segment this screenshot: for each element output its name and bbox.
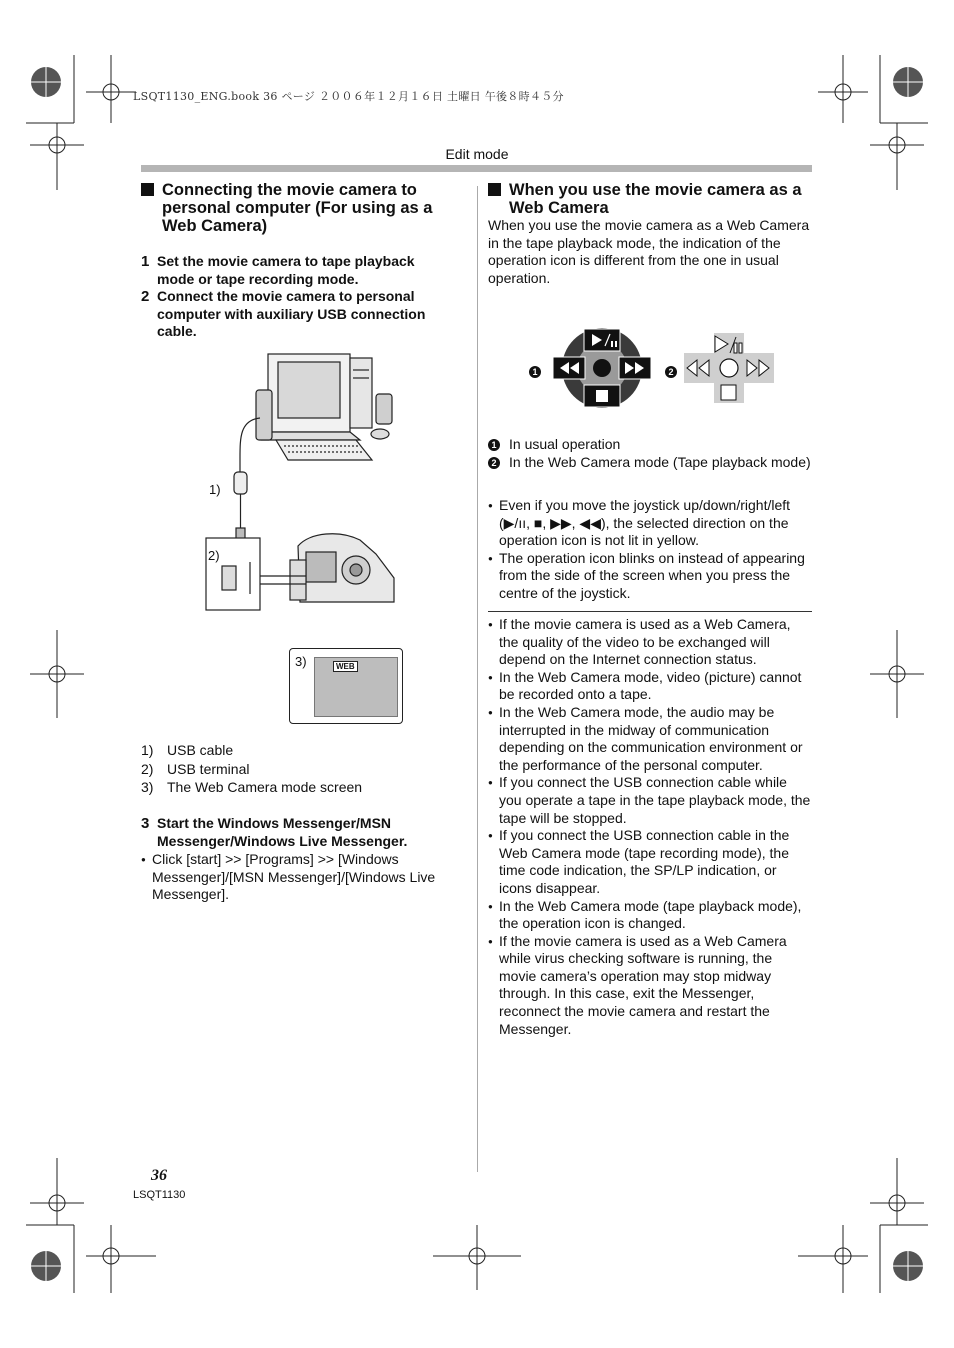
step-text: Connect the movie camera to personal computer with auxiliary USB connection cable. [157,288,426,339]
square-bullet-icon [488,183,501,196]
usb-connection-illustration [200,348,410,618]
callout-2: 2) [208,548,220,563]
operation-icon-web-camera [684,333,776,403]
legend-number: 1) [141,742,154,758]
print-header: LSQT1130_ENG.book 36 ページ ２００６年１２月１６日 土曜日 午後８時４５分 [133,90,564,103]
note-bullet: ● If the movie camera is used as a Web Camera, the quality of the video to be exchanged will depend on the Internet connection status. [488,616,812,669]
step-number: 2 [141,288,150,305]
left-heading [141,181,461,235]
left-heading-line: Web Camera) [162,217,268,235]
legend-item [488,454,812,472]
legend-item [141,760,461,779]
document-code: LSQT1130 [133,1189,186,1201]
right-bullets-bottom [488,616,812,1038]
note-bullet: ● The operation icon blinks on instead of appearing from the side of the screen when you press the centre of the joystick. [488,550,812,603]
right-heading [488,181,813,217]
marker-2: 2 [665,361,685,379]
step-1 [141,253,451,288]
column-divider [477,186,478,1172]
legend-text: USB cable [167,742,234,758]
callout-3: 3) [295,654,307,669]
step-number: 3 [141,815,150,832]
square-bullet-icon [141,183,154,196]
note-bullet: ● In the Web Camera mode, the audio may be interrupted in the midway of communication depending on the communication environment or the performance of the personal computer. [488,704,812,774]
step-text: Set the movie camera to tape playback mode or tape recording mode. [157,253,415,287]
header-rule [141,165,812,172]
note-bullet: ● In the Web Camera mode (tape playback mode), the operation icon is changed. [488,898,812,933]
legend-text: In the Web Camera mode (Tape playback mode) [509,453,811,470]
callout-1: 1) [209,482,221,497]
legend-marker: 1 [488,439,500,451]
right-heading-line: Web Camera [509,199,609,217]
legend-number: 3) [141,779,154,795]
legend-marker: 2 [488,457,500,469]
right-legend [488,436,812,471]
legend-item [488,436,812,454]
note-bullet: ● If the movie camera is used as a Web Camera while virus checking software is running, the movie camera’s operation may stop midway through. In this case, exit the Messenger, reconnect the movie camera and restart the Messenger. [488,933,812,1039]
right-bullets-top [488,497,812,603]
step-2 [141,288,451,341]
note-bullet: ● If you connect the USB connection cable while you operate a tape in the tape playback mode, the tape will be stopped. [488,774,812,827]
legend-number: 2) [141,760,154,777]
web-camera-screen-frame [289,648,403,724]
note-bullet: ● If you connect the USB connection cable in the Web Camera mode (tape recording mode), the time code indication, the SP/LP indication, or icons disappear. [488,827,812,897]
step-number: 1 [141,253,150,270]
section-label: Edit mode [445,146,509,162]
legend-item [141,778,461,797]
left-heading-line: Connecting the movie camera to [162,181,417,199]
legend-text: The Web Camera mode screen [167,779,363,795]
page-number: 36 [151,1167,167,1184]
note-bullet: ● In the Web Camera mode, video (picture) cannot be recorded onto a tape. [488,669,812,704]
legend-text: USB terminal [167,760,250,777]
web-badge: WEB [333,661,358,672]
step-3-bullet: ● Click [start] >> [Programs] >> [Windows Messenger]/[MSN Messenger]/[Windows Live Messenger]. [141,851,464,904]
step-3 [141,815,451,850]
screen-area [314,657,398,717]
notes-rule [488,611,812,612]
right-heading-line: When you use the movie camera as a [509,181,802,199]
marker-1: 1 [529,361,549,379]
legend-text: In usual operation [509,436,621,452]
figure-legend [141,741,461,797]
legend-item [141,741,461,760]
step-text: Start the Windows Messenger/MSN Messenger/Windows Live Messenger. [157,815,408,849]
note-bullet: ● Even if you move the joystick up/down/right/left (▶/ıı, ■, ▶▶, ◀◀), the selected direction on the operation icon is not lit in yellow. [488,497,812,550]
left-heading-line: personal computer (For using as a [162,199,433,217]
operation-icon-usual [552,326,652,410]
right-intro: When you use the movie camera as a Web Camera in the tape playback mode, the indication of the operation icon is different from the one in usual operation. [488,217,810,286]
